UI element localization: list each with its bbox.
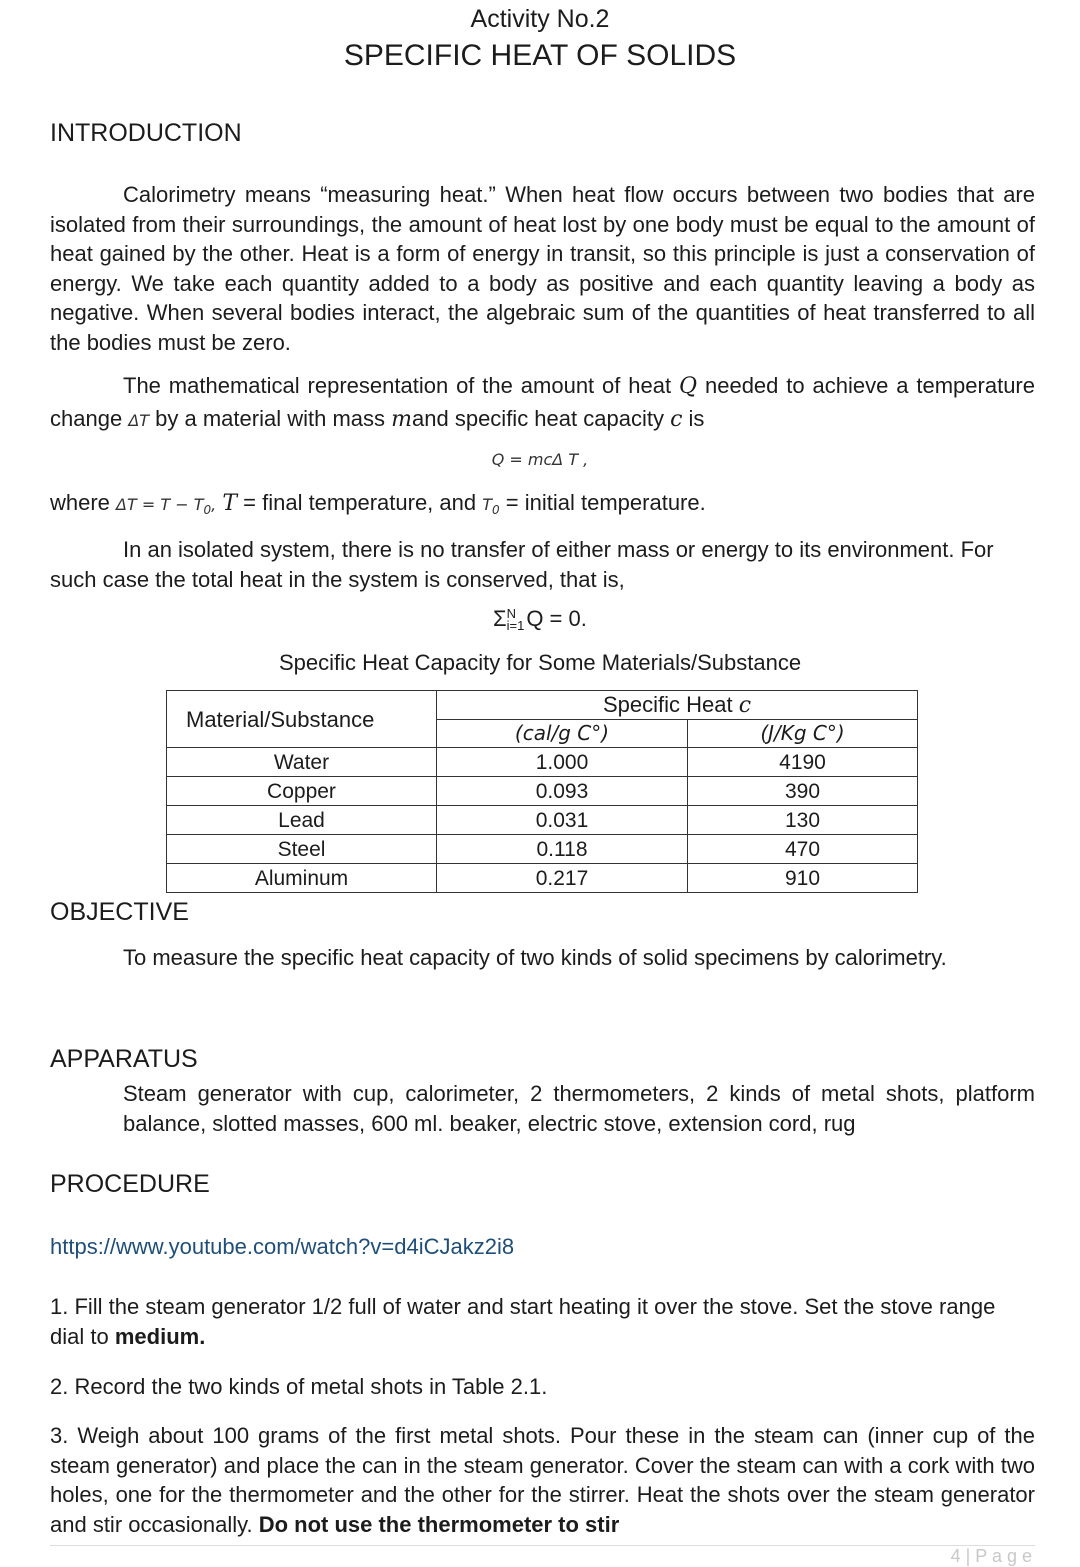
para2-text-e: is (688, 406, 705, 431)
var-delta-t: ΔT (128, 411, 150, 430)
table-row (167, 806, 918, 835)
table-row (167, 748, 918, 777)
heat-equation: Q = mcΔ T , (491, 450, 589, 469)
table-row (167, 777, 918, 806)
cal-cell: 0.217 (437, 864, 688, 893)
procedure-step-2: 2. Record the two kinds of metal shots in Table 2.1. (50, 1374, 548, 1399)
var-T: T (222, 491, 238, 516)
delta-t-definition: $\Delta T = T - T_0$, (116, 495, 217, 518)
para2-text-a: The mathematical representation of the amount of heat (123, 373, 672, 398)
apparatus-heading: APPARATUS (50, 1045, 198, 1073)
var-Q: Q (679, 374, 698, 399)
joule-cell: 910 (688, 864, 918, 893)
joule-cell: 390 (688, 777, 918, 806)
page-title: SPECIFIC HEAT OF SOLIDS (343, 39, 737, 72)
sum-equation: Σ N i=1 Q = 0. (493, 606, 587, 634)
column-header-specific-heat: Specific Heat c (437, 691, 918, 720)
table-row (167, 864, 918, 893)
var-T0: $T_0$ (482, 495, 500, 518)
where-text-b: = final temperature, and (243, 490, 477, 515)
activity-number: Activity No.2 (470, 5, 610, 33)
step1-bold: medium. (114, 1323, 206, 1349)
var-c: c (670, 407, 683, 432)
joule-cell: 4190 (688, 748, 918, 777)
procedure-step-1: 1. Fill the steam generator 1/2 full of water and start heating it over the stove. Set the stove range dial to medium. (50, 1294, 996, 1349)
material-cell: Water (167, 748, 437, 777)
step3-bold: Do not use the thermometer to stir (258, 1511, 620, 1537)
footer-divider (50, 1545, 1035, 1546)
specific-heat-table (166, 690, 918, 893)
cal-cell: 0.118 (437, 835, 688, 864)
para2-text-d: and specific heat capacity (412, 406, 664, 431)
intro-paragraph-2 (50, 370, 1035, 437)
material-cell: Steel (167, 835, 437, 864)
material-cell: Aluminum (167, 864, 437, 893)
table-caption: Specific Heat Capacity for Some Materials/Substance (278, 650, 802, 675)
where-line (50, 490, 706, 517)
where-text-c: = initial temperature. (505, 490, 706, 515)
material-cell: Copper (167, 777, 437, 806)
apparatus-text: Steam generator with cup, calorimeter, 2 thermometers, 2 kinds of metal shots, platform balance, slotted masses, 600 ml. beaker, electric stove, extension cord, rug (123, 1081, 1035, 1136)
unit-joule: (J/Kg C°) (688, 720, 918, 748)
joule-cell: 470 (688, 835, 918, 864)
table-row (167, 835, 918, 864)
page-number: 4 | P a g e (950, 1546, 1032, 1566)
cal-cell: 1.000 (437, 748, 688, 777)
para2-text-c: by a material with mass (155, 406, 386, 431)
intro-paragraph-1: Calorimetry means “measuring heat.” When heat flow occurs between two bodies that are isolated from their surroundings, the amount of heat lost by one body must be equal to the amount of heat gained by the other. Heat is a form of energy in transit, so this principle is just a conservation of energy. We take each quantity added to a body as positive and each quantity leaving a body as negative. When several bodies interact, the algebraic sum of the quantities of heat transferred to all the bodies must be zero. (50, 182, 1035, 355)
material-cell: Lead (167, 806, 437, 835)
introduction-heading: INTRODUCTION (50, 119, 242, 147)
objective-heading: OBJECTIVE (50, 898, 189, 926)
column-header-material: Material/Substance (167, 691, 437, 748)
joule-cell: 130 (688, 806, 918, 835)
procedure-heading: PROCEDURE (50, 1170, 210, 1198)
cal-cell: 0.093 (437, 777, 688, 806)
where-text: where (50, 490, 110, 515)
var-m: m (391, 407, 413, 432)
cal-cell: 0.031 (437, 806, 688, 835)
youtube-link[interactable]: https://www.youtube.com/watch?v=d4iCJakz2i8 (50, 1234, 515, 1259)
intro-paragraph-3: In an isolated system, there is no transfer of either mass or energy to its environment. For such case the total heat in the system is conserved, that is, (50, 537, 994, 592)
unit-cal: (cal/g C°) (437, 720, 688, 748)
para2-text-b: needed to achieve a temperature change (50, 373, 1035, 431)
procedure-step-3: 3. Weigh about 100 grams of the first metal shots. Pour these in the steam can (inner cup of the steam generator) and place the can in the steam generator. Cover the steam can with a cork with two holes, one for the thermometer and the other for the stirrer. Heat the shots over the steam generator and stir occasionally. Do not use the thermometer to stir (50, 1423, 1035, 1537)
objective-text: To measure the specific heat capacity of two kinds of solid specimens by calorimetry. (123, 945, 947, 970)
